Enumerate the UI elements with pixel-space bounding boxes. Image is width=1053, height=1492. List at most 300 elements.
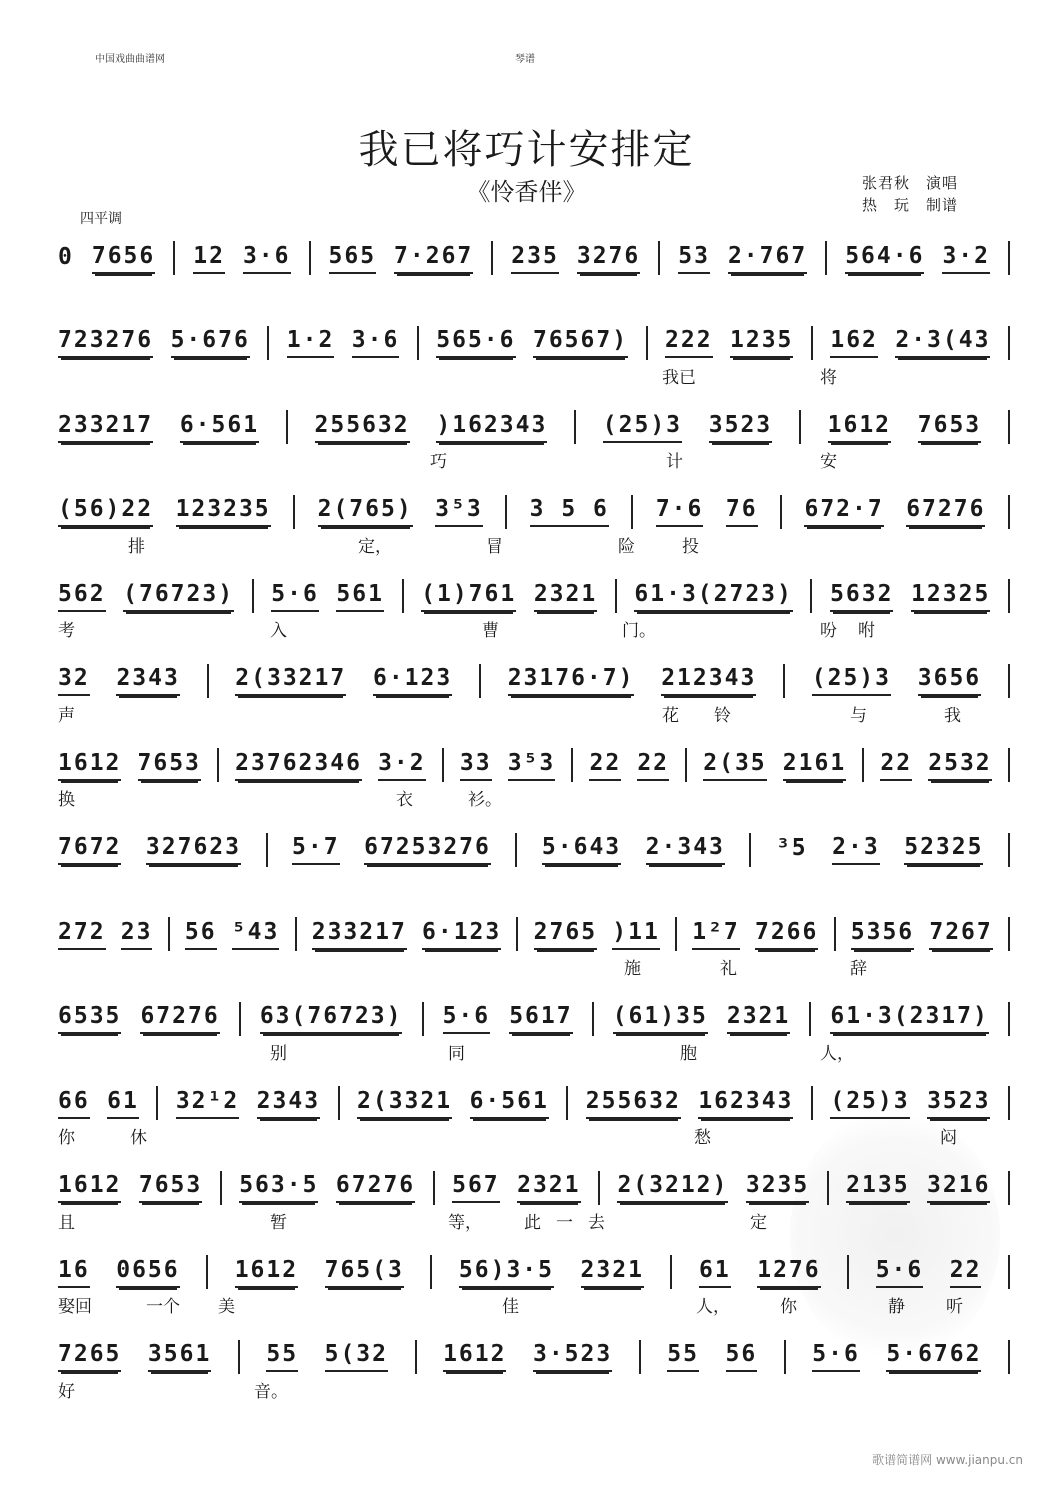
bar-line <box>415 1340 417 1374</box>
note-group: 1612 <box>58 1172 121 1203</box>
note-group: 61 <box>699 1257 731 1288</box>
note-group: 23176·7) <box>508 665 635 696</box>
note-group: 3 5 6 <box>530 496 609 527</box>
note-group: 162343 <box>698 1088 793 1119</box>
note-group: 1²7 <box>692 919 740 950</box>
lyrics-line <box>58 1292 1010 1316</box>
lyrics-line <box>58 532 1010 556</box>
note-group: 272 <box>58 919 106 950</box>
note-group: 222 <box>665 327 713 358</box>
arranger-credit: 热 玩 制谱 <box>862 196 959 214</box>
note-group: 67276 <box>906 496 985 527</box>
note-group: 2765 <box>534 919 597 950</box>
note-group: 5·6 <box>812 1341 860 1372</box>
lyric-syllable: 辞 <box>850 959 867 979</box>
bar-line <box>267 326 269 360</box>
bar-line <box>1008 241 1010 275</box>
lyric-syllable: 我已 <box>662 367 696 388</box>
note-group: 562 <box>58 581 106 612</box>
note-group: 1235 <box>730 327 793 358</box>
bar-line <box>309 241 311 275</box>
note-group: 3523 <box>927 1088 990 1119</box>
note-group: ⁵43 <box>232 919 280 950</box>
note-group: 2343 <box>257 1088 320 1119</box>
score-row <box>0 409 1053 499</box>
note-group: 3561 <box>148 1341 211 1372</box>
bar-line <box>430 1255 432 1289</box>
score-row <box>0 240 1053 330</box>
note-group: 5632 <box>830 581 893 612</box>
lyrics-line <box>58 616 1010 640</box>
note-group: 55 <box>667 1341 699 1372</box>
lyric-syllable: 考 <box>58 621 75 641</box>
lyric-syllable: 咐 <box>858 621 875 641</box>
bar-line <box>266 833 268 867</box>
notes-line <box>58 1170 1010 1206</box>
note-group: 1612 <box>443 1341 506 1372</box>
note-group: 564·6 <box>845 243 924 274</box>
lyric-syllable: 听 <box>946 1297 963 1317</box>
note-group: 2(765) <box>318 496 413 527</box>
note-group: 1612 <box>58 750 121 781</box>
lyric-syllable: 别 <box>270 1043 287 1064</box>
note-group: 1612 <box>235 1257 298 1288</box>
note-group: 5356 <box>851 919 914 950</box>
note-group: 7672 <box>58 834 121 865</box>
bar-line <box>571 748 573 782</box>
lyric-syllable: 声 <box>58 705 75 726</box>
note-group: 0656 <box>116 1257 179 1288</box>
score-row <box>0 663 1053 753</box>
bar-line <box>1008 664 1010 698</box>
lyrics-line <box>58 278 1010 302</box>
note-group: 3523 <box>709 412 772 443</box>
bar-line <box>784 1340 786 1374</box>
note-group: 3235 <box>746 1172 809 1203</box>
lyrics-line <box>58 363 1010 387</box>
score-row <box>0 832 1053 922</box>
note-group: 55 <box>266 1341 298 1372</box>
bar-line <box>1008 833 1010 867</box>
bar-line <box>156 1086 158 1120</box>
bar-line <box>491 241 493 275</box>
lyric-syllable: 吩 <box>820 621 837 641</box>
bar-line <box>615 579 617 613</box>
note-group: 22 <box>950 1257 982 1288</box>
lyric-syllable: 你 <box>780 1297 797 1317</box>
bar-line <box>592 1002 594 1036</box>
bar-line <box>811 326 813 360</box>
note-group: (76723) <box>123 581 234 612</box>
note-group: 2321 <box>581 1257 644 1288</box>
note-group: 22 <box>637 750 669 781</box>
note-group: 67253276 <box>364 834 491 865</box>
bar-line <box>238 1340 240 1374</box>
note-group: 61 <box>107 1088 139 1119</box>
note-group: (25)3 <box>812 665 891 696</box>
lyrics-line <box>58 447 1010 471</box>
bar-line <box>505 495 507 529</box>
note-group: 3·2 <box>942 243 990 274</box>
bar-line <box>1008 495 1010 529</box>
note-group: 7·6 <box>656 496 704 527</box>
lyric-syllable: 花 <box>662 705 679 726</box>
note-group: 76567) <box>533 327 628 358</box>
note-group: 3⁵3 <box>435 496 483 527</box>
lyric-syllable: 闷 <box>940 1128 957 1148</box>
note-group: 2(3212) <box>617 1172 728 1203</box>
bar-line <box>675 917 677 951</box>
bar-line <box>1008 1002 1010 1036</box>
bar-line <box>749 833 751 867</box>
notes-line <box>58 578 1010 614</box>
bar-line <box>239 1002 241 1036</box>
lyric-syllable: 将 <box>820 367 837 388</box>
bar-line <box>810 579 812 613</box>
lyric-syllable: 险 <box>618 536 635 557</box>
note-group: 12 <box>193 243 225 274</box>
note-group: 1612 <box>828 412 891 443</box>
note-group: )162343 <box>436 412 547 443</box>
watermark: 歌谱简谱网 www.jianpu.cn <box>872 1453 1023 1467</box>
bar-line <box>433 1171 435 1205</box>
note-group: 3656 <box>918 665 981 696</box>
note-group: 3276 <box>577 243 640 274</box>
note-group: 2·3(43 <box>895 327 990 358</box>
note-group: 5·6 <box>443 1003 491 1034</box>
notes-line <box>58 1085 1010 1121</box>
note-group: 3⁵3 <box>508 750 556 781</box>
note-group: 22 <box>880 750 912 781</box>
note-group: 255632 <box>586 1088 681 1119</box>
note-group: 5617 <box>509 1003 572 1034</box>
note-group: 2321 <box>517 1172 580 1203</box>
score-row <box>0 747 1053 837</box>
note-group: 235 <box>511 243 559 274</box>
lyric-syllable: 暂 <box>270 1212 287 1233</box>
note-group: 63(76723) <box>260 1003 403 1034</box>
lyric-syllable: 静 <box>888 1297 905 1317</box>
score-row <box>0 1170 1053 1260</box>
lyric-syllable: 愁 <box>694 1128 711 1148</box>
bar-line <box>847 1255 849 1289</box>
notes-line <box>58 1339 1010 1375</box>
note-group: 233217 <box>312 919 407 950</box>
bar-line <box>295 917 297 951</box>
bar-line <box>780 495 782 529</box>
lyric-syllable: 我 <box>944 705 961 726</box>
lyrics-line <box>58 1208 1010 1232</box>
bar-line <box>207 664 209 698</box>
note-group: 7653 <box>918 412 981 443</box>
note-group: 5·6 <box>876 1257 924 1288</box>
page-title: 我已将巧计安排定 <box>358 127 695 173</box>
note-group: 7267 <box>929 919 992 950</box>
lyrics-line <box>58 785 1010 809</box>
lyric-syllable: 排 <box>128 536 145 557</box>
note-group: 7653 <box>139 1172 202 1203</box>
bar-line <box>809 1002 811 1036</box>
score-row <box>0 1339 1053 1429</box>
note-group: 2343 <box>116 665 179 696</box>
note-group: (61)35 <box>613 1003 708 1034</box>
site-name: 中国戏曲曲谱网 <box>95 54 165 65</box>
bar-line <box>293 495 295 529</box>
bar-line <box>1008 748 1010 782</box>
lyric-syllable: 铃 <box>714 705 731 726</box>
lyric-syllable: 去 <box>588 1212 605 1233</box>
score-row <box>0 1254 1053 1344</box>
note-group: 56 <box>185 919 217 950</box>
note-group: 16 <box>58 1257 90 1288</box>
lyric-syllable: 娶回 <box>58 1297 92 1317</box>
lyric-syllable: 一个 <box>146 1297 180 1317</box>
lyric-syllable: 好 <box>58 1381 75 1402</box>
note-group: 1276 <box>757 1257 820 1288</box>
notes-line <box>58 240 1010 276</box>
note-group: 565·6 <box>436 327 515 358</box>
bar-line <box>422 1002 424 1036</box>
notes-line <box>58 916 1010 952</box>
bar-line <box>1008 410 1010 444</box>
bar-line <box>862 748 864 782</box>
bar-line <box>566 1086 568 1120</box>
notes-line <box>58 1001 1010 1037</box>
note-group: 672·7 <box>804 496 883 527</box>
lyric-syllable: 同 <box>448 1043 465 1064</box>
note-group: 6·561 <box>470 1088 549 1119</box>
bar-line <box>1008 1255 1010 1289</box>
bar-line <box>811 1086 813 1120</box>
note-group: 7266 <box>755 919 818 950</box>
bar-line <box>1008 1340 1010 1374</box>
bar-line <box>338 1086 340 1120</box>
note-group: 2(35 <box>703 750 766 781</box>
note-group: 765(3 <box>325 1257 404 1288</box>
notes-line <box>58 409 1010 445</box>
bar-line <box>173 241 175 275</box>
bar-line <box>631 495 633 529</box>
note-group: 723276 <box>58 327 153 358</box>
lyric-syllable: 门。 <box>622 621 656 641</box>
score-row <box>0 494 1053 584</box>
bar-line <box>442 748 444 782</box>
lyric-syllable: 安 <box>820 452 837 472</box>
lyrics-line <box>58 701 1010 725</box>
lyric-syllable: 礼 <box>720 959 737 979</box>
note-group: (25)3 <box>830 1088 909 1119</box>
lyric-syllable: 佳 <box>502 1297 519 1317</box>
note-group: (56)22 <box>58 496 153 527</box>
note-group: 123235 <box>176 496 271 527</box>
note-group: 6535 <box>58 1003 121 1034</box>
note-group: 56 <box>726 1341 758 1372</box>
lyric-syllable: 换 <box>58 790 75 810</box>
note-group: 6·123 <box>422 919 501 950</box>
note-group: 567 <box>452 1172 500 1203</box>
note-group: 212343 <box>661 665 756 696</box>
note-group: 33 <box>460 750 492 781</box>
page-subtitle: 《怜香伴》 <box>466 178 587 206</box>
note-group: 2(33217 <box>235 665 346 696</box>
note-group: (1)761 <box>421 581 516 612</box>
note-group: 5·7 <box>292 834 340 865</box>
note-group: 6·123 <box>373 665 452 696</box>
note-group: 32 <box>58 665 90 696</box>
bar-line <box>479 664 481 698</box>
lyric-syllable: 定， <box>358 536 392 557</box>
bar-line <box>685 748 687 782</box>
lyric-syllable: 定 <box>750 1212 767 1233</box>
lyric-syllable: 一 <box>556 1212 573 1233</box>
bar-line <box>1008 917 1010 951</box>
score-row <box>0 1001 1053 1091</box>
note-group: 32¹2 <box>176 1088 239 1119</box>
note-group: 2(3321 <box>357 1088 452 1119</box>
note-group: 2·3 <box>832 834 880 865</box>
notes-line <box>58 1254 1010 1290</box>
note-group: 2161 <box>783 750 846 781</box>
lyric-syllable: 人， <box>696 1297 730 1317</box>
note-group: 76 <box>726 496 758 527</box>
note-group: 22 <box>589 750 621 781</box>
note-group: 66 <box>58 1088 90 1119</box>
lyrics-line <box>58 1123 1010 1147</box>
note-group: 61·3(2317) <box>830 1003 988 1034</box>
note-group: 5(32 <box>325 1341 388 1372</box>
bar-line <box>834 917 836 951</box>
note-group: 2532 <box>928 750 991 781</box>
lyric-syllable: 人， <box>820 1043 854 1064</box>
lyric-syllable: 此 <box>524 1212 541 1233</box>
bar-line <box>1008 326 1010 360</box>
note-group: 233217 <box>58 412 153 443</box>
lyric-syllable: 施 <box>624 959 641 979</box>
bar-line <box>1008 1086 1010 1120</box>
note-group: 12325 <box>911 581 990 612</box>
notes-line <box>58 325 1010 361</box>
note-group: 561 <box>336 581 384 612</box>
note-group: 7656 <box>92 243 155 274</box>
note-group: 53 <box>678 243 710 274</box>
note-group: 5·6762 <box>886 1341 981 1372</box>
score-row <box>0 325 1053 415</box>
key-signature: 四平调 <box>80 211 122 227</box>
score-row <box>0 916 1053 1006</box>
note-group: 5·6 <box>271 581 319 612</box>
lyric-syllable: 且 <box>58 1212 75 1233</box>
note-group: 3·523 <box>533 1341 612 1372</box>
notes-line <box>58 663 1010 699</box>
bar-line <box>658 241 660 275</box>
bar-line <box>1008 1171 1010 1205</box>
bar-line <box>220 1171 222 1205</box>
note-group: 7·267 <box>394 243 473 274</box>
note-group: 0 <box>58 243 74 270</box>
note-group: 3216 <box>927 1172 990 1203</box>
bar-line <box>670 1255 672 1289</box>
note-group: 565 <box>329 243 377 274</box>
bar-line <box>417 326 419 360</box>
bar-line <box>286 410 288 444</box>
note-group: 7265 <box>58 1341 121 1372</box>
bar-line <box>1008 579 1010 613</box>
bar-line <box>825 241 827 275</box>
lyric-syllable: 美 <box>218 1297 235 1317</box>
bar-line <box>783 664 785 698</box>
bar-line <box>827 1171 829 1205</box>
lyric-syllable: 曹 <box>482 621 499 641</box>
lyric-syllable: 与 <box>850 705 867 726</box>
note-group: 327623 <box>146 834 241 865</box>
note-group: 6·561 <box>180 412 259 443</box>
lyrics-line <box>58 954 1010 978</box>
bar-line <box>402 579 404 613</box>
note-group: 56)3·5 <box>459 1257 554 1288</box>
note-group: 162 <box>830 327 878 358</box>
note-group: 67276 <box>140 1003 219 1034</box>
bar-line <box>574 410 576 444</box>
note-group: 3·6 <box>243 243 291 274</box>
notes-line <box>58 494 1010 530</box>
note-group: ³5 <box>775 835 808 861</box>
lyrics-line <box>58 870 1010 894</box>
lyric-syllable: 入 <box>270 621 287 641</box>
note-group: 2135 <box>846 1172 909 1203</box>
note-group: 23762346 <box>235 750 362 781</box>
bar-line <box>646 326 648 360</box>
score-row <box>0 1085 1053 1175</box>
note-group: 67276 <box>336 1172 415 1203</box>
note-group: 5·676 <box>171 327 250 358</box>
lyric-syllable: 冒 <box>486 536 503 557</box>
note-group: 61·3(2723) <box>634 581 792 612</box>
lyric-syllable: 计 <box>666 452 683 472</box>
notes-line <box>58 747 1010 783</box>
lyric-syllable: 音。 <box>254 1381 288 1402</box>
note-group: 1·2 <box>287 327 335 358</box>
note-group: 2·343 <box>646 834 725 865</box>
bar-line <box>515 833 517 867</box>
note-group: 3·6 <box>352 327 400 358</box>
note-group: (25)3 <box>603 412 682 443</box>
lyric-syllable: 你 <box>58 1128 75 1148</box>
lyric-syllable: 投 <box>682 536 699 557</box>
bar-line <box>206 1255 208 1289</box>
note-group: 7653 <box>138 750 201 781</box>
lyric-syllable: 休 <box>130 1128 147 1148</box>
bar-line <box>598 1171 600 1205</box>
note-group: 5·643 <box>542 834 621 865</box>
bar-line <box>168 917 170 951</box>
score-row <box>0 578 1053 668</box>
lyric-syllable: 衣 <box>396 790 413 810</box>
category-label: 琴谱 <box>515 54 535 65</box>
note-group: 2321 <box>727 1003 790 1034</box>
note-group: 255632 <box>315 412 410 443</box>
note-group: 23 <box>121 919 153 950</box>
note-group: 563·5 <box>239 1172 318 1203</box>
note-group: )11 <box>612 919 660 950</box>
note-group: 2·767 <box>728 243 807 274</box>
note-group: 2321 <box>534 581 597 612</box>
bar-line <box>639 1340 641 1374</box>
notes-line <box>58 832 1010 868</box>
lyric-syllable: 巧 <box>430 452 447 472</box>
note-group: 52325 <box>904 834 983 865</box>
lyrics-line <box>58 1039 1010 1063</box>
singer-credit: 张君秋 演唱 <box>862 174 959 192</box>
